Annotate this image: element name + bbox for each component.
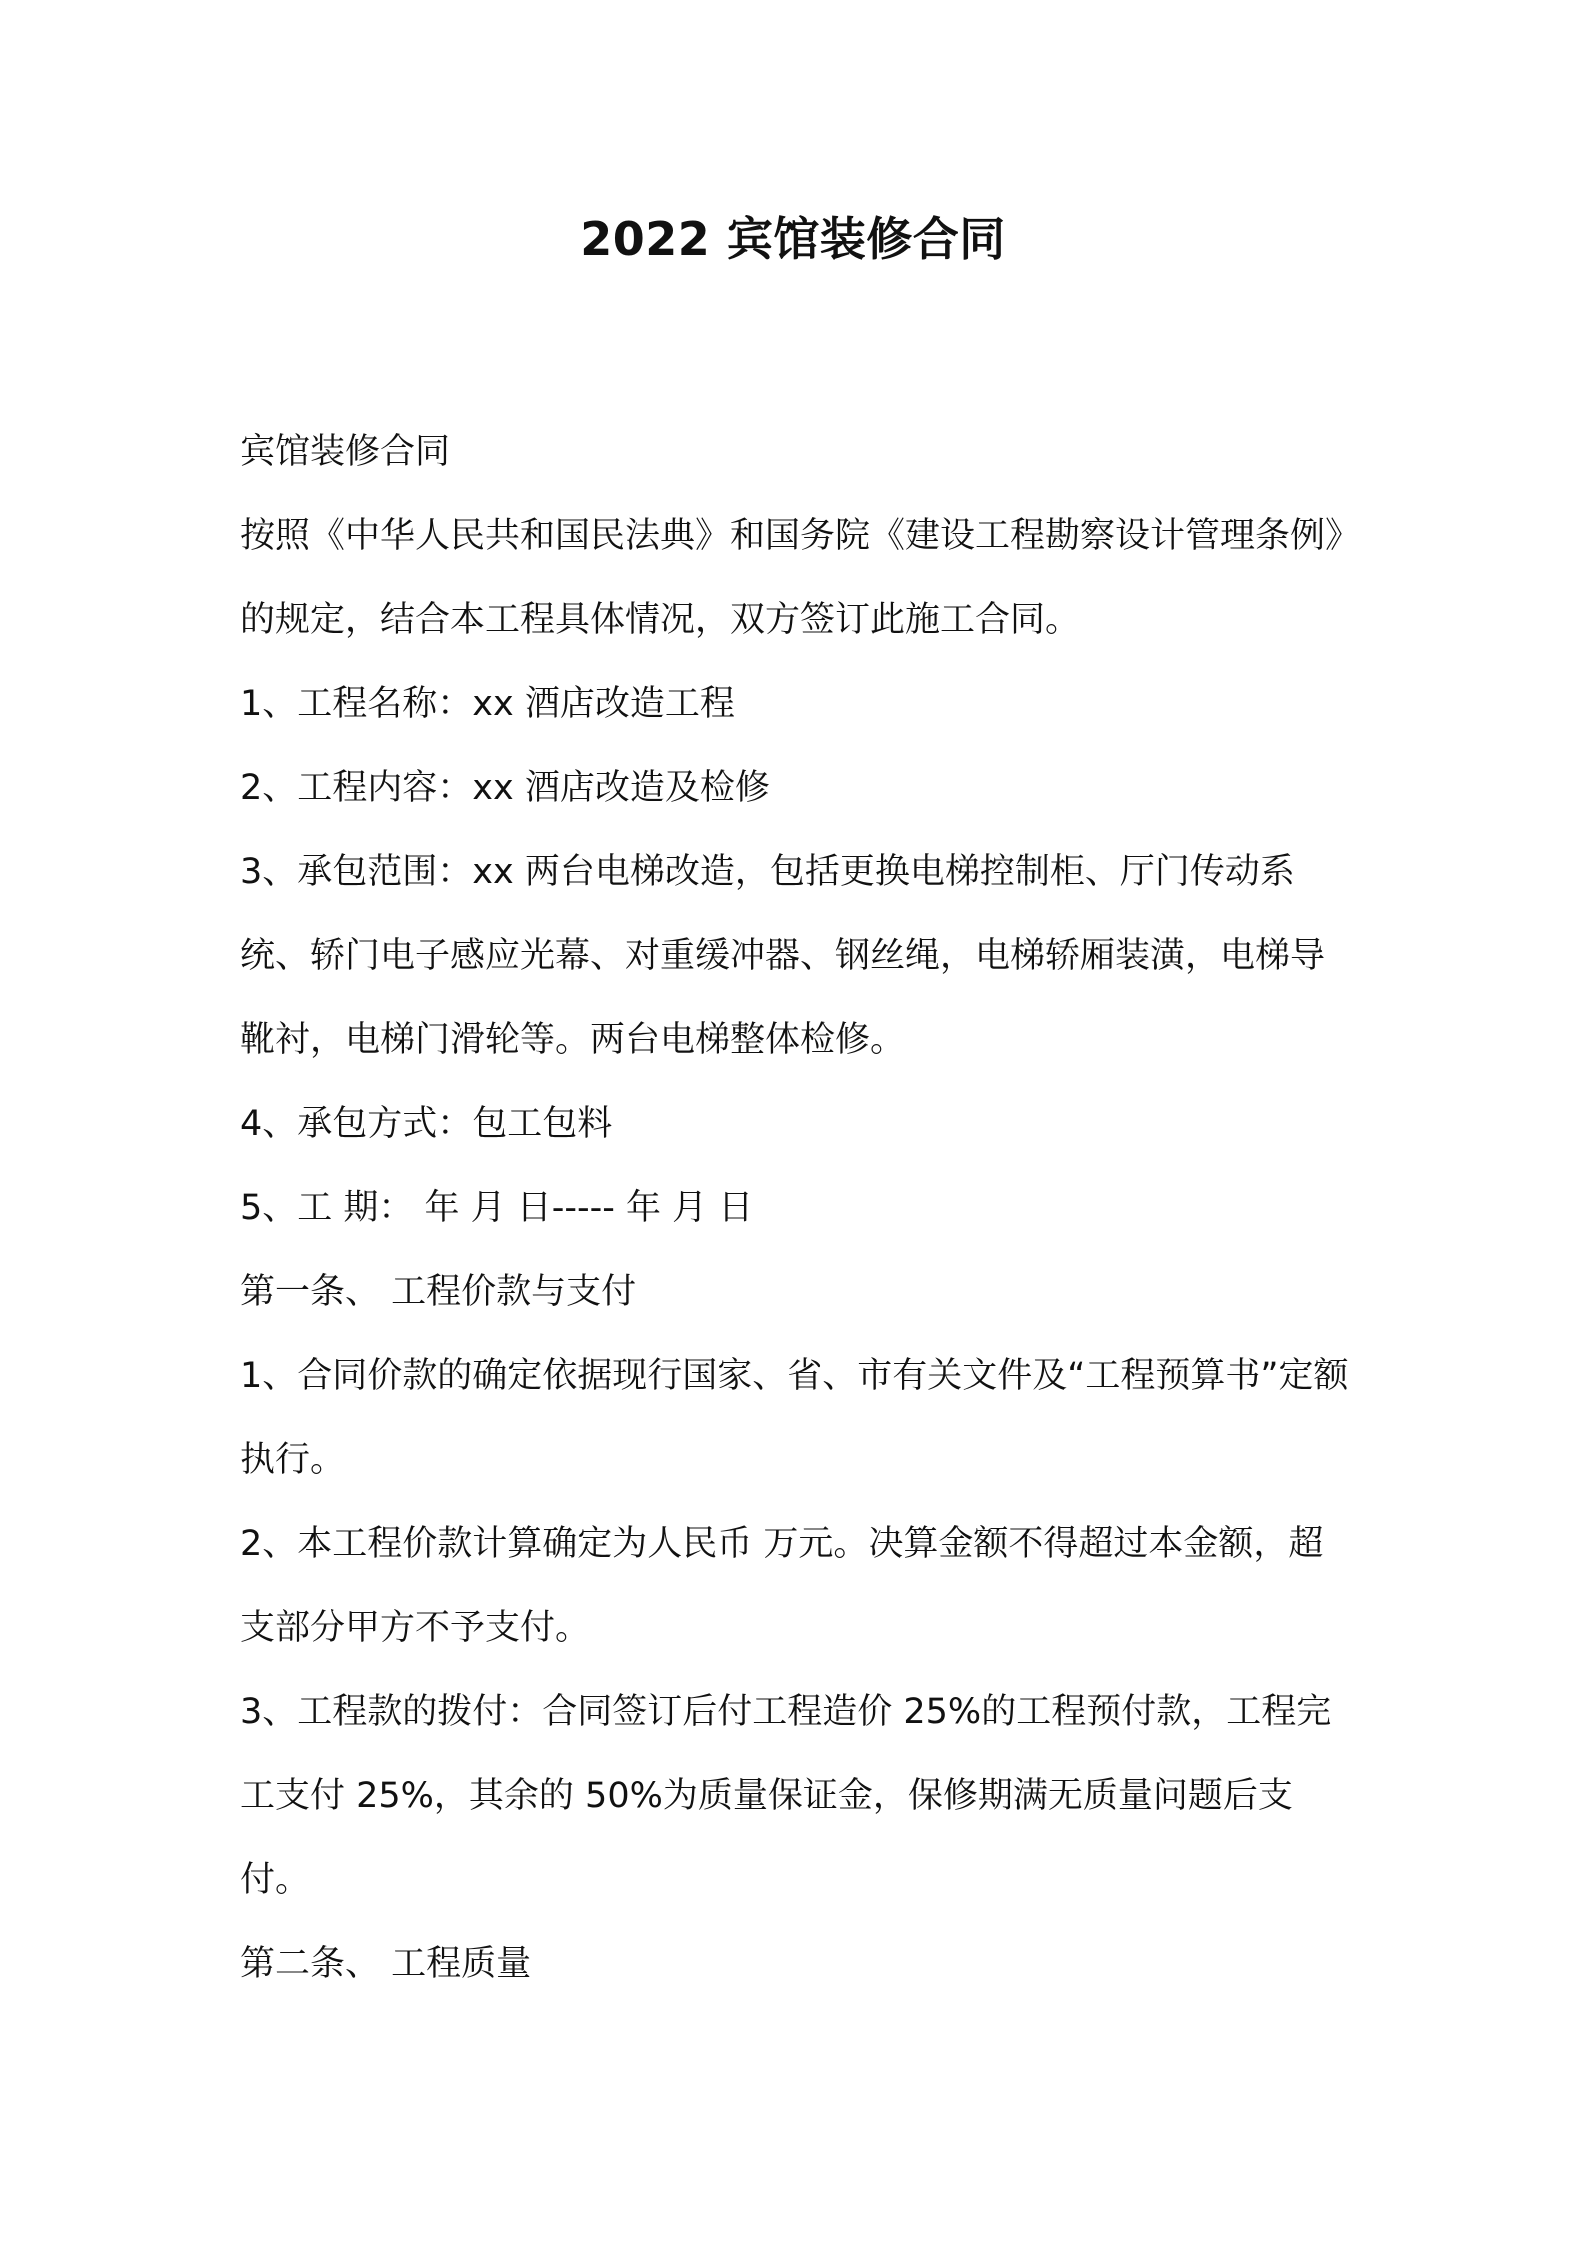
paragraph-5: 3、承包范围：xx 两台电梯改造，包括更换电梯控制柜、厅门传动系统、轿门电子感应光幕、对重缓冲器、钢丝绳，电梯轿厢装潢，电梯导靴衬，电梯门滑轮等。两台电梯整体检修。 [240, 852, 1326, 1060]
paragraph-8: 第一条、 工程价款与支付 [240, 1272, 637, 1312]
document-body [240, 410, 1350, 2006]
paragraph-7: 5、工 期： 年 月 日----- 年 月 日 [240, 1188, 754, 1228]
paragraph-4: 2、工程内容：xx 酒店改造及检修 [240, 768, 770, 808]
paragraph-3: 1、工程名称：xx 酒店改造工程 [240, 684, 735, 724]
paragraph-10: 2、本工程价款计算确定为人民币 万元。决算金额不得超过本金额，超支部分甲方不予支付。 [240, 1524, 1324, 1648]
paragraph-1: 宾馆装修合同 [240, 432, 451, 472]
document-title: 2022 宾馆装修合同 [580, 212, 1006, 266]
paragraph-9: 1、合同价款的确定依据现行国家、省、市有关文件及“工程预算书”定额执行。 [240, 1356, 1349, 1480]
paragraph-6: 4、承包方式：包工包料 [240, 1104, 613, 1144]
paragraph-12: 第二条、 工程质量 [240, 1944, 532, 1984]
paragraph-11: 3、工程款的拨付：合同签订后付工程造价 25%的工程预付款，工程完工支付 25%，其余的 50%为质量保证金，保修期满无质量问题后支付。 [240, 1692, 1332, 1900]
paragraph-2: 按照《中华人民共和国民法典》和国务院《建设工程勘察设计管理条例》的规定，结合本工程具体情况，双方签订此施工合同。 [240, 516, 1343, 640]
